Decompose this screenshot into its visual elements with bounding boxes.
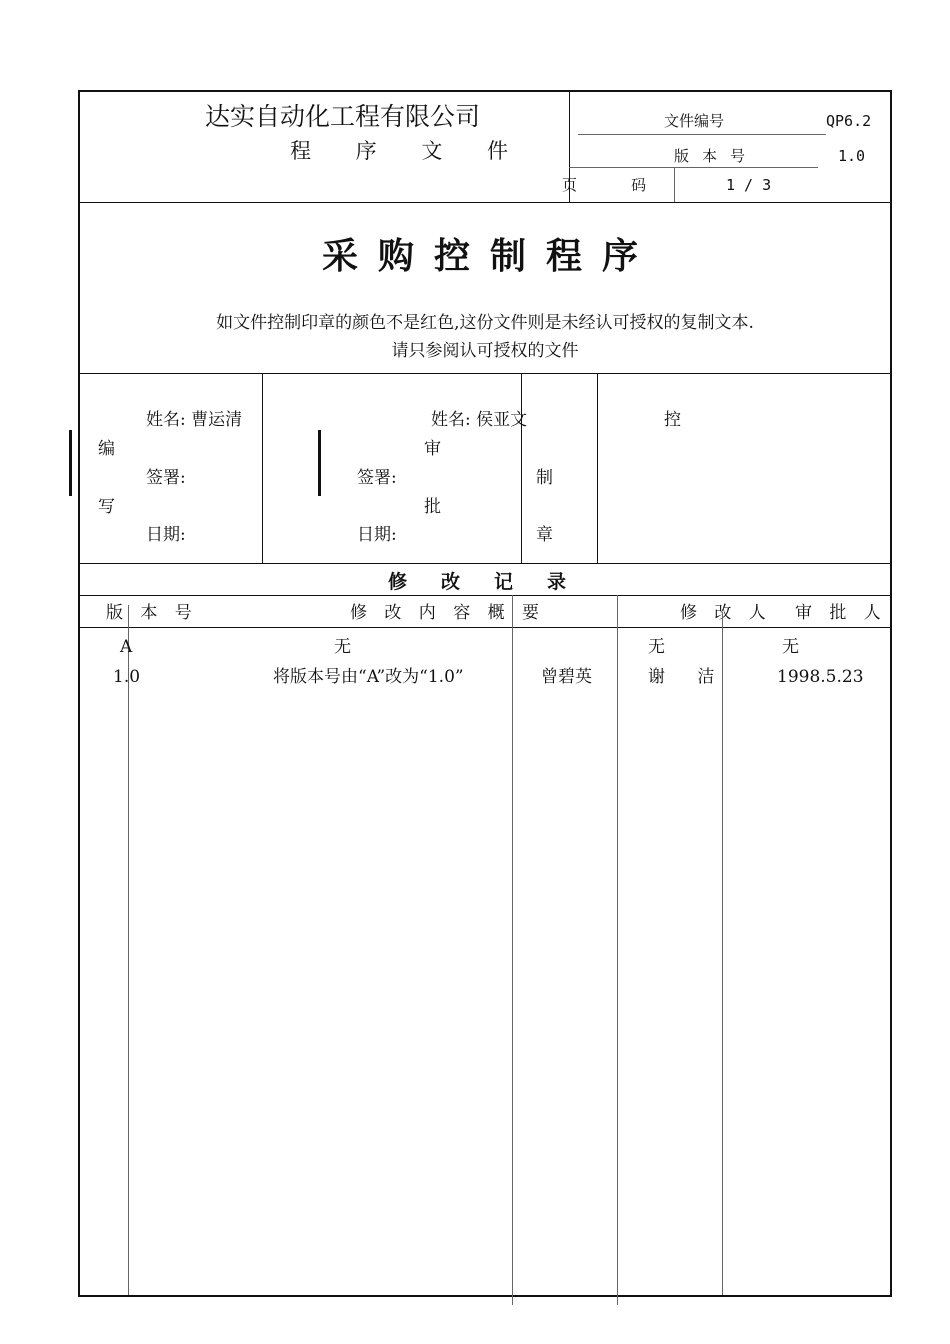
col-divider-modifier: [722, 612, 723, 1295]
row1-modifier: 无: [648, 637, 665, 657]
title-bottom-rule: [79, 373, 891, 374]
version-value: 1.0: [838, 147, 866, 165]
doc-number-label: 文件编号: [664, 112, 725, 130]
margin-bar-left: [69, 430, 72, 496]
author-side-bottom: 写: [98, 497, 115, 517]
col-header-modifier: 修 改 人: [680, 603, 772, 623]
row1-date: 无: [782, 637, 799, 657]
author-date: 日期:: [146, 525, 186, 545]
approver-signature: 签署:: [357, 468, 397, 488]
sig-divider-2: [521, 373, 522, 563]
row2-modifier: 谢 洁: [648, 667, 715, 687]
row2-date: 1998.5.23: [777, 667, 864, 687]
approver-date: 日期:: [357, 525, 397, 545]
signature-bottom-rule: [79, 563, 891, 564]
document-type: 程 序 文 件: [290, 139, 528, 163]
header-bottom-rule: [79, 202, 891, 203]
col-divider-author: [617, 595, 618, 1305]
col-divider-summary: [512, 595, 513, 1305]
col-header-approver: 审 批 人: [795, 603, 887, 623]
document-title: 采购控制程序: [322, 236, 659, 277]
col-divider-version: [128, 605, 129, 1295]
revision-record-title: 修改记录: [388, 571, 601, 593]
row2-author: 曾碧英: [541, 667, 592, 687]
margin-bar-middle: [318, 430, 321, 496]
revision-title-rule: [79, 595, 891, 596]
page-value: 1 / 3: [726, 176, 772, 194]
row2-summary: 将版本号由“A”改为“1.0”: [273, 667, 464, 687]
author-signature: 签署:: [146, 468, 186, 488]
version-label: 版 本 号: [674, 147, 748, 165]
revision-header-rule: [79, 627, 891, 628]
control-stamp-char-1: 控: [664, 410, 681, 430]
col-header-summary: 修 改 内 容 概 要: [350, 603, 546, 623]
row1-summary: 无: [334, 637, 351, 657]
row2-version: 1.0: [113, 667, 141, 687]
sig-divider-1: [262, 373, 263, 563]
sig-divider-3: [597, 373, 598, 563]
author-name: 姓名: 曹运清: [146, 410, 243, 430]
approver-side-bottom: 批: [424, 497, 441, 517]
page-field-divider: [674, 167, 675, 202]
notice-line-1: 如文件控制印章的颜色不是红色,这份文件则是未经认可授权的复制文本.: [216, 313, 754, 333]
approver-name: 姓名: 侯亚文: [431, 410, 528, 430]
approver-side-top: 审: [424, 439, 441, 459]
doc-number-value: QP6.2: [826, 112, 872, 130]
col-header-version: 版 本 号: [106, 603, 198, 623]
header-rule-1: [578, 134, 826, 135]
control-stamp-char-2: 制: [536, 468, 553, 488]
header-rule-2: [569, 167, 818, 168]
author-side-top: 编: [98, 439, 115, 459]
page-label: 页 码: [562, 176, 647, 194]
notice-line-2: 请只参阅认可授权的文件: [391, 341, 579, 361]
company-name: 达实自动化工程有限公司: [205, 102, 481, 131]
row1-version: A: [120, 637, 133, 657]
control-stamp-char-3: 章: [536, 525, 553, 545]
